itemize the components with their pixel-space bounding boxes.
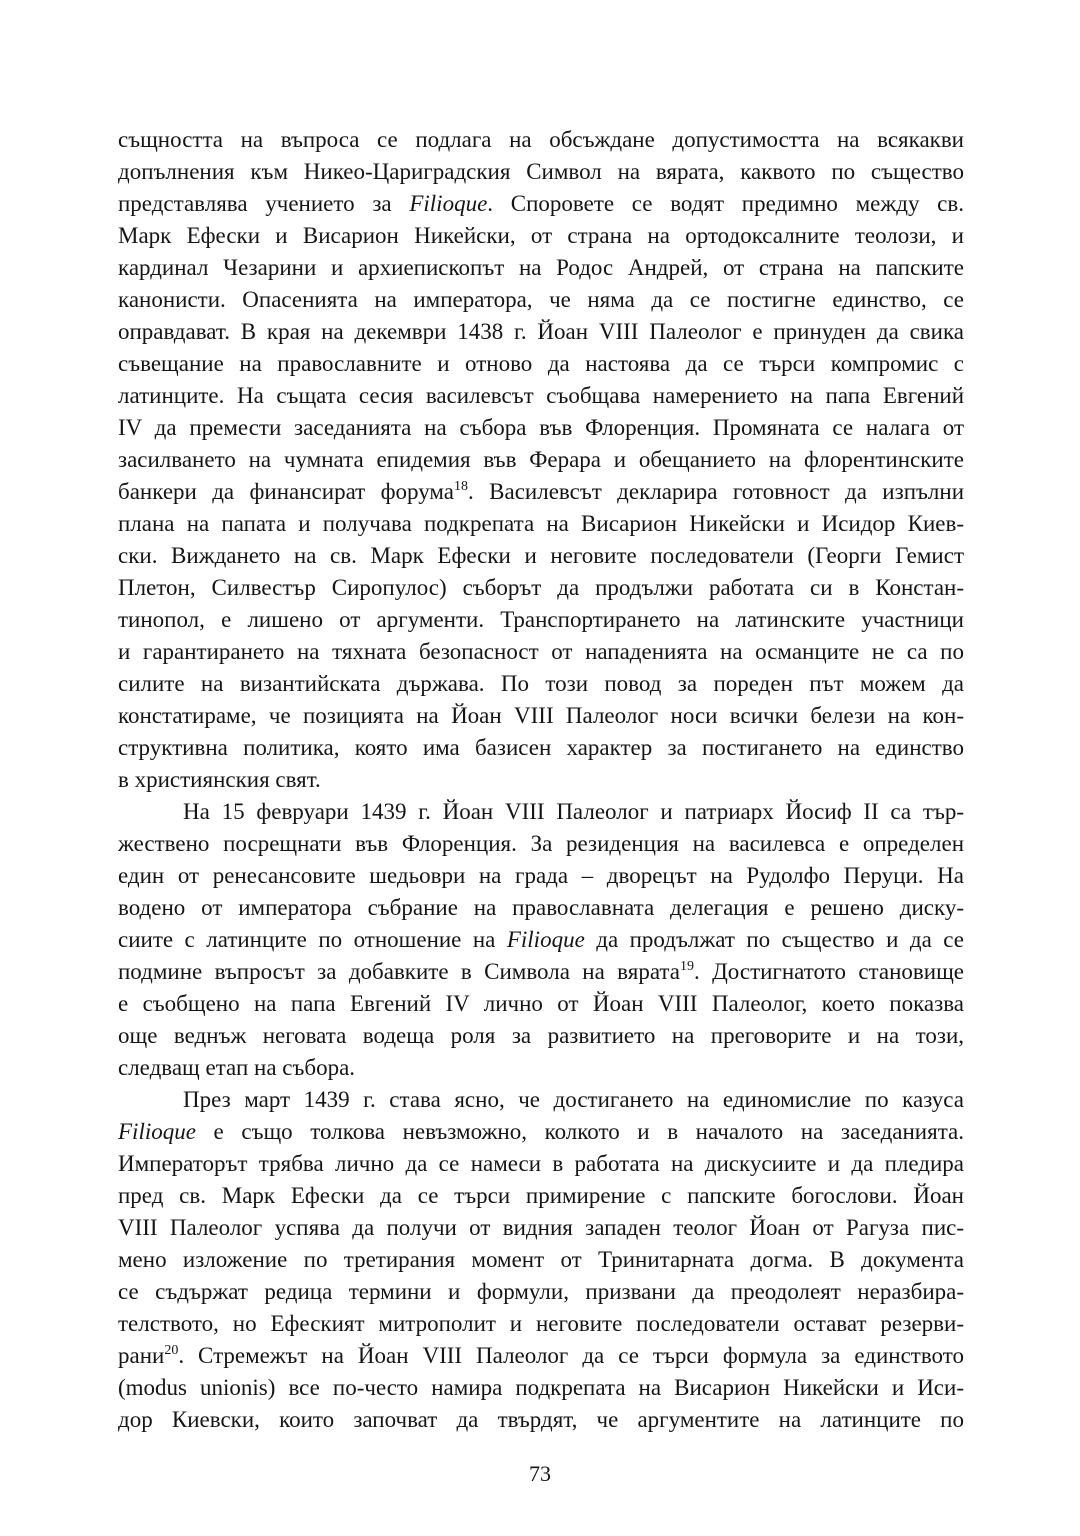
text-run: един от ренесансовите шедьоври на града – дворецът на Рудолфо Перуци. На xyxy=(118,863,964,888)
text-line xyxy=(118,1340,964,1372)
text-line xyxy=(118,700,964,732)
text-run: канонисти. Опасенията на императора, че няма да се постигне единство, се xyxy=(118,287,964,312)
text-run: дор Киевски, които започват да твърдят, че аргументите на латинците по xyxy=(118,1407,964,1432)
text-run: допълнения към Никео-Цариградския Символ на вярата, каквото по същество xyxy=(118,159,964,184)
text-run: силите на византийската държава. По този повод за пореден път можем да xyxy=(118,671,964,696)
text-line xyxy=(118,988,964,1020)
footnote-reference: 18 xyxy=(454,479,469,494)
text-line xyxy=(118,572,964,604)
text-line xyxy=(118,1212,964,1244)
text-line xyxy=(118,764,964,796)
text-line xyxy=(118,1116,964,1148)
text-line xyxy=(118,1308,964,1340)
text-run: още веднъж неговата водеща роля за развитието на преговорите и на този, xyxy=(118,1023,964,1048)
text-run: същността на въпроса се подлага на обсъждане допустимостта на всякакви xyxy=(118,127,964,152)
text-run: подмине въпросът за добавките в Символа на вярата xyxy=(118,959,680,984)
text-line xyxy=(118,1084,964,1116)
text-line xyxy=(118,540,964,572)
text-line xyxy=(118,124,964,156)
text-line xyxy=(118,604,964,636)
italic-term: Filioque xyxy=(118,1119,196,1144)
text-run: съвещание на православните и отново да настоява да се търси компромис с xyxy=(118,351,964,376)
text-line xyxy=(118,1148,964,1180)
text-line xyxy=(118,1372,964,1404)
text-run: представлява учението за xyxy=(118,191,410,216)
text-line xyxy=(118,1052,964,1084)
text-line xyxy=(118,412,964,444)
text-run: телството, но Ефеският митрополит и неговите последователи остават резерви- xyxy=(118,1311,964,1336)
text-line xyxy=(118,348,964,380)
text-line xyxy=(118,380,964,412)
text-run: . Споровете се водят предимно между св. xyxy=(487,191,964,216)
text-line xyxy=(118,796,964,828)
text-run: се съдържат редица термини и формули, призвани да преодолеят неразбира- xyxy=(118,1279,964,1304)
text-line xyxy=(118,252,964,284)
text-run: оправдават. В края на декември 1438 г. Йоан VIII Палеолог е принуден да свика xyxy=(118,319,964,344)
text-run: Марк Ефески и Висарион Никейски, от страна на ортодоксалните теолози, и xyxy=(118,223,964,248)
text-run: е съобщено на папа Евгений IV лично от Йоан VIII Палеолог, което показва xyxy=(118,991,964,1016)
text-run: IV да премести заседанията на събора във Флоренция. Промяната се налага от xyxy=(118,415,964,440)
text-line xyxy=(118,860,964,892)
text-line xyxy=(118,1180,964,1212)
text-run: VIII Палеолог успява да получи от видния западен теолог Йоан от Рагуза пис- xyxy=(118,1215,964,1240)
text-line xyxy=(118,284,964,316)
text-run: в християнския свят. xyxy=(118,767,321,792)
text-run: През март 1439 г. става ясно, че достигането на единомислие по казуса xyxy=(183,1087,964,1112)
text-line xyxy=(118,156,964,188)
text-run: . Стремежът на Йоан VIII Палеолог да се търси формула за единството xyxy=(178,1343,964,1368)
text-line xyxy=(118,444,964,476)
text-line xyxy=(118,1020,964,1052)
text-run: сиите с латинците по отношение на xyxy=(118,927,507,952)
text-line xyxy=(118,956,964,988)
text-run: Плетон, Силвестър Сиропулос) съборът да продължи работата си в Констан- xyxy=(118,575,964,600)
text-run: засилването на чумната епидемия във Ферара и обещанието на флорентинските xyxy=(118,447,964,472)
text-line xyxy=(118,1244,964,1276)
text-line xyxy=(118,508,964,540)
text-run: (modus unionis) все по-често намира подкрепата на Висарион Никейски и Иси- xyxy=(118,1375,964,1400)
text-run: водено от императора събрание на православната делегация е решено диску- xyxy=(118,895,964,920)
text-run: латинците. На същата сесия василевсът съобщава намерението на папа Евгений xyxy=(118,383,964,408)
body-text xyxy=(118,124,964,1436)
text-line xyxy=(118,732,964,764)
text-line xyxy=(118,476,964,508)
text-line xyxy=(118,828,964,860)
text-line xyxy=(118,1404,964,1436)
text-run: ски. Виждането на св. Марк Ефески и неговите последователи (Георги Гемист xyxy=(118,543,964,568)
text-run: следващ етап на събора. xyxy=(118,1055,356,1080)
text-run: банкери да финансират форума xyxy=(118,479,455,504)
text-run: На 15 февруари 1439 г. Йоан VIII Палеолог и патриарх Йосиф II са тър- xyxy=(183,799,964,824)
text-line xyxy=(118,188,964,220)
text-run: констатираме, че позицията на Йоан VIII Палеолог носи всички белези на кон- xyxy=(118,703,964,728)
text-run: плана на папата и получава подкрепата на Висарион Никейски и Исидор Киев- xyxy=(118,511,964,536)
text-run: пред св. Марк Ефески да се търси примирение с папските богослови. Йоан xyxy=(118,1183,964,1208)
text-run: . Василевсът декларира готовност да изпълни xyxy=(468,479,964,504)
text-run: Императорът трябва лично да се намеси в работата на дискусиите и да пледира xyxy=(118,1151,964,1176)
text-line xyxy=(118,892,964,924)
text-line xyxy=(118,1276,964,1308)
paragraph xyxy=(118,796,964,1084)
text-run: . Достигнатото становище xyxy=(693,959,964,984)
footnote-reference: 20 xyxy=(164,1343,179,1358)
text-line xyxy=(118,220,964,252)
paragraph xyxy=(118,1084,964,1436)
paragraph xyxy=(118,124,964,796)
text-run: е също толкова невъзможно, колкото и в началото на заседанията. xyxy=(195,1119,964,1144)
text-line xyxy=(118,668,964,700)
text-run: тинопол, е лишено от аргументи. Транспортирането на латинските участници xyxy=(118,607,964,632)
text-line xyxy=(118,636,964,668)
page-number: 73 xyxy=(529,1461,551,1486)
italic-term: Filioque xyxy=(409,191,488,216)
text-line xyxy=(118,316,964,348)
text-run: структивна политика, която има базисен характер за постигането на единство xyxy=(118,735,964,760)
text-run: и гарантирането на тяхната безопасност от нападенията на османците не са по xyxy=(118,639,964,664)
text-run: кардинал Чезарини и архиепископът на Родос Андрей, от страна на папските xyxy=(118,255,964,280)
footnote-reference: 19 xyxy=(679,959,694,974)
text-run: рани xyxy=(118,1343,165,1368)
text-line xyxy=(118,924,964,956)
text-run: да продължат по същество и да се xyxy=(584,927,964,952)
text-run: мено изложение по третирания момент от Тринитарната догма. В документа xyxy=(118,1247,964,1272)
text-run: жествено посрещнати във Флоренция. За резиденция на василевса е определен xyxy=(118,831,964,856)
italic-term: Filioque xyxy=(506,927,585,952)
